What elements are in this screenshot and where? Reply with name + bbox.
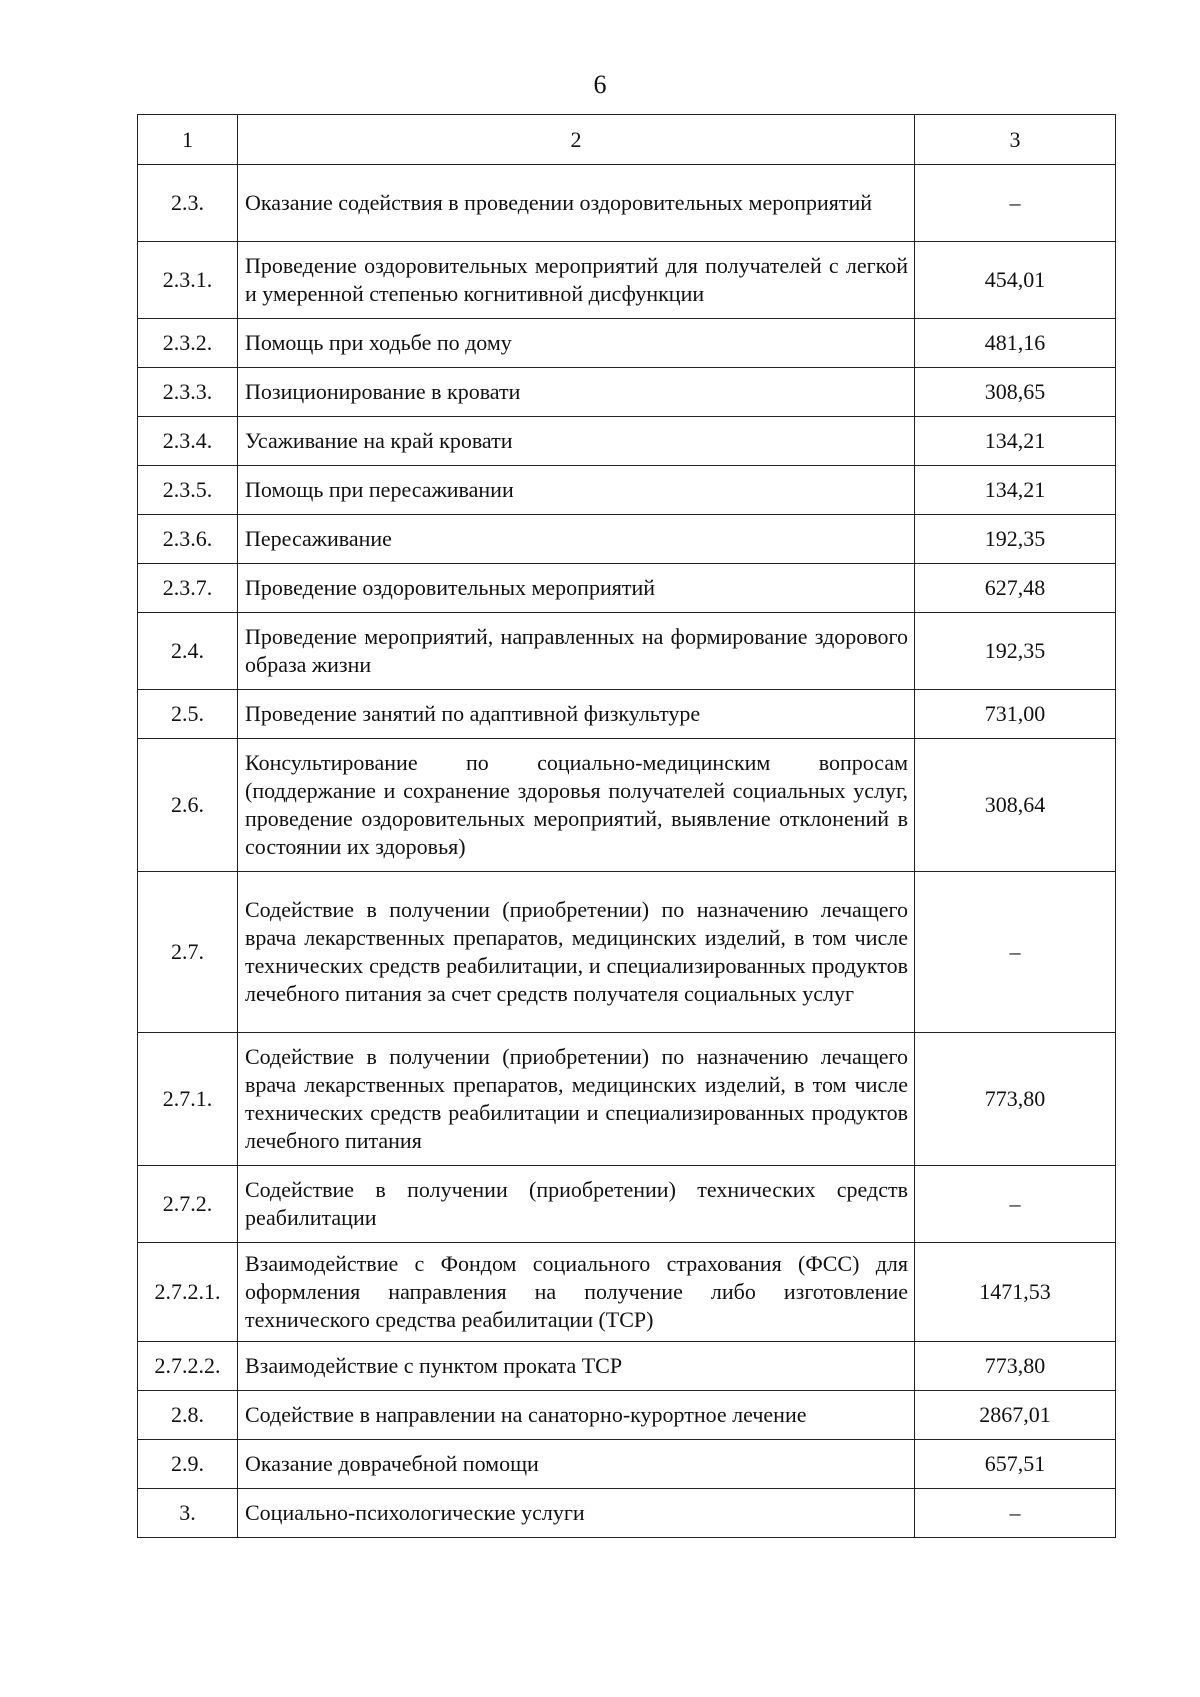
table-row bbox=[138, 613, 1116, 690]
table-row bbox=[138, 165, 1116, 242]
column-header-service: 2 bbox=[238, 115, 915, 165]
service-description: Проведение мероприятий, направленных на формирование здорового образа жизни bbox=[238, 613, 915, 690]
service-description: Содействие в получении (приобретении) по назначению лечащего врача лекарственных препаратов, медицинских изделий, в том числе технических средств реабилитации и специализированных продуктов лечебного питания bbox=[238, 1033, 915, 1166]
service-description: Позиционирование в кровати bbox=[238, 368, 915, 417]
service-description: Консультирование по социально-медицинским вопросам (поддержание и сохранение здоровья получателей социальных услуг, проведение оздоровительных мероприятий, выявление отклонений в состоянии их здоровья) bbox=[238, 739, 915, 872]
tariff-value: – bbox=[915, 1166, 1116, 1243]
services-tariff-table bbox=[137, 114, 1116, 1538]
row-number: 2.3.4. bbox=[138, 417, 238, 466]
table-row bbox=[138, 690, 1116, 739]
row-number: 2.4. bbox=[138, 613, 238, 690]
tariff-value: 454,01 bbox=[915, 242, 1116, 319]
service-description: Помощь при ходьбе по дому bbox=[238, 319, 915, 368]
tariff-value: 1471,53 bbox=[915, 1243, 1116, 1342]
row-number: 2.3. bbox=[138, 165, 238, 242]
tariff-value: 657,51 bbox=[915, 1440, 1116, 1489]
tariff-value: – bbox=[915, 872, 1116, 1033]
row-number: 2.7. bbox=[138, 872, 238, 1033]
table-row bbox=[138, 1166, 1116, 1243]
table-row bbox=[138, 242, 1116, 319]
row-number: 2.7.2.2. bbox=[138, 1342, 238, 1391]
service-description: Проведение оздоровительных мероприятий для получателей с легкой и умеренной степенью когнитивной дисфункции bbox=[238, 242, 915, 319]
tariff-value: – bbox=[915, 1489, 1116, 1538]
tariff-value: 308,64 bbox=[915, 739, 1116, 872]
row-number: 2.3.5. bbox=[138, 466, 238, 515]
table-row bbox=[138, 1391, 1116, 1440]
table-row bbox=[138, 1243, 1116, 1342]
table-row bbox=[138, 466, 1116, 515]
service-description: Проведение оздоровительных мероприятий bbox=[238, 564, 915, 613]
row-number: 2.3.6. bbox=[138, 515, 238, 564]
table-row bbox=[138, 1342, 1116, 1391]
tariff-value: 773,80 bbox=[915, 1033, 1116, 1166]
tariff-value: 192,35 bbox=[915, 613, 1116, 690]
row-number: 2.9. bbox=[138, 1440, 238, 1489]
row-number: 3. bbox=[138, 1489, 238, 1538]
tariff-value: 192,35 bbox=[915, 515, 1116, 564]
service-description: Оказание содействия в проведении оздоровительных мероприятий bbox=[238, 165, 915, 242]
table-header-row bbox=[138, 115, 1116, 165]
row-number: 2.3.1. bbox=[138, 242, 238, 319]
page-number: 6 bbox=[593, 70, 607, 99]
service-description: Помощь при пересаживании bbox=[238, 466, 915, 515]
table-row bbox=[138, 872, 1116, 1033]
tariff-value: 731,00 bbox=[915, 690, 1116, 739]
service-description: Содействие в получении (приобретении) технических средств реабилитации bbox=[238, 1166, 915, 1243]
table-row bbox=[138, 319, 1116, 368]
tariff-value: 627,48 bbox=[915, 564, 1116, 613]
row-number: 2.8. bbox=[138, 1391, 238, 1440]
tariff-value: – bbox=[915, 165, 1116, 242]
table-row bbox=[138, 1440, 1116, 1489]
tariff-value: 481,16 bbox=[915, 319, 1116, 368]
service-description: Проведение занятий по адаптивной физкультуре bbox=[238, 690, 915, 739]
service-description: Пересаживание bbox=[238, 515, 915, 564]
row-number: 2.3.3. bbox=[138, 368, 238, 417]
row-number: 2.7.1. bbox=[138, 1033, 238, 1166]
tariff-value: 308,65 bbox=[915, 368, 1116, 417]
column-header-tariff: 3 bbox=[915, 115, 1116, 165]
row-number: 2.7.2.1. bbox=[138, 1243, 238, 1342]
table-row bbox=[138, 417, 1116, 466]
table-row bbox=[138, 1033, 1116, 1166]
service-description: Содействие в получении (приобретении) по назначению лечащего врача лекарственных препаратов, медицинских изделий, в том числе технических средств реабилитации, и специализированных продуктов лечебного питания за счет средств получателя социальных услуг bbox=[238, 872, 915, 1033]
row-number: 2.3.7. bbox=[138, 564, 238, 613]
column-header-number: 1 bbox=[138, 115, 238, 165]
service-description: Взаимодействие с Фондом социального страхования (ФСС) для оформления направления на получение либо изготовление технического средства реабилитации (ТСР) bbox=[238, 1243, 915, 1342]
service-description: Содействие в направлении на санаторно-курортное лечение bbox=[238, 1391, 915, 1440]
table-row bbox=[138, 515, 1116, 564]
table-row bbox=[138, 1489, 1116, 1538]
tariff-value: 134,21 bbox=[915, 466, 1116, 515]
row-number: 2.5. bbox=[138, 690, 238, 739]
row-number: 2.3.2. bbox=[138, 319, 238, 368]
tariff-value: 2867,01 bbox=[915, 1391, 1116, 1440]
service-description: Усаживание на край кровати bbox=[238, 417, 915, 466]
row-number: 2.7.2. bbox=[138, 1166, 238, 1243]
service-description: Социально-психологические услуги bbox=[238, 1489, 915, 1538]
tariff-value: 773,80 bbox=[915, 1342, 1116, 1391]
row-number: 2.6. bbox=[138, 739, 238, 872]
tariff-value: 134,21 bbox=[915, 417, 1116, 466]
service-description: Взаимодействие с пунктом проката ТСР bbox=[238, 1342, 915, 1391]
service-description: Оказание доврачебной помощи bbox=[238, 1440, 915, 1489]
table-row bbox=[138, 368, 1116, 417]
table-row bbox=[138, 739, 1116, 872]
table-row bbox=[138, 564, 1116, 613]
